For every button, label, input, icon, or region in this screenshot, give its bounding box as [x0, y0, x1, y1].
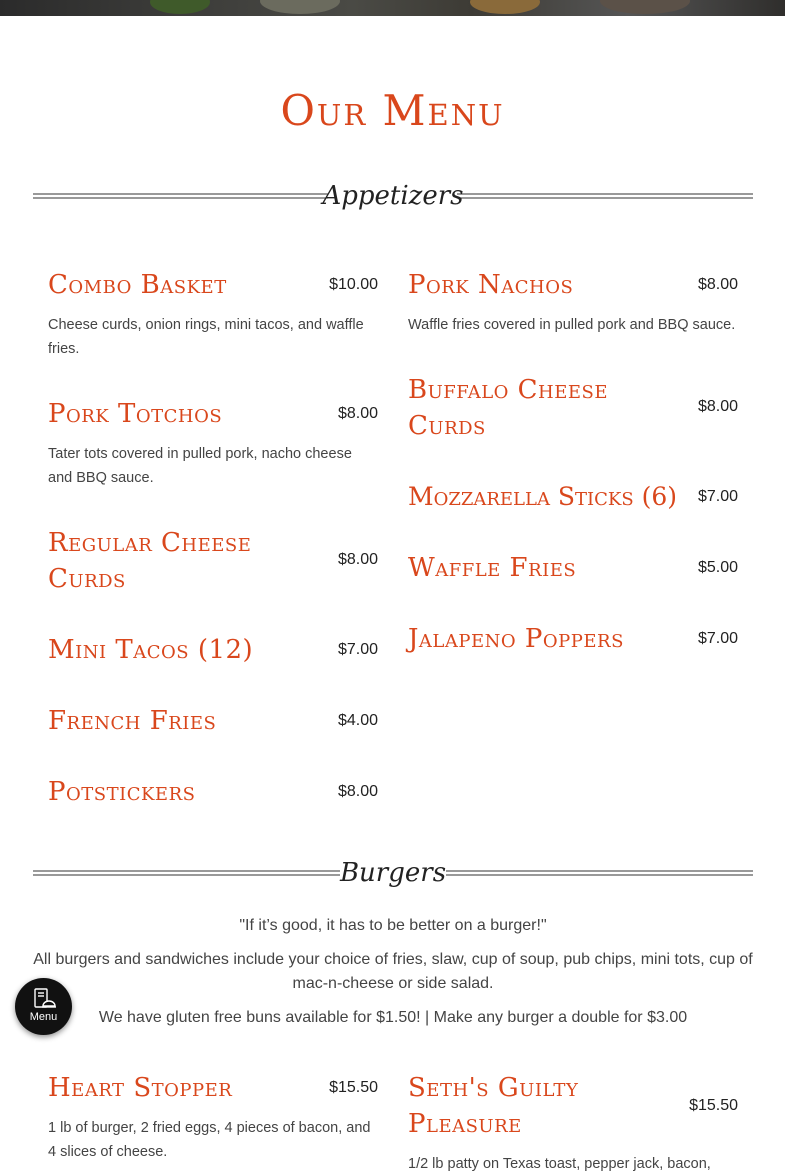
item-price: $8.00: [337, 551, 378, 568]
menu-button[interactable]: [15, 978, 72, 1035]
menu-item: [48, 774, 378, 810]
item-price: $7.00: [697, 488, 738, 505]
item-name: Potstickers: [48, 777, 196, 807]
menu-item: [48, 267, 378, 367]
item-name: Mini Tacos (12): [48, 635, 254, 665]
burger-quote: "If it’s good, it has to be better on a burger!": [239, 917, 547, 934]
item-price: $8.00: [337, 405, 378, 422]
item-name: Pork Totchos: [48, 399, 223, 429]
burger-gluten-note: We have gluten free buns available for $1.50! | Make any burger a double for $3.00: [98, 1009, 688, 1026]
item-name: Heart Stopper: [48, 1073, 233, 1103]
item-description: Cheese curds, onion rings, mini tacos, and waffle fries.: [48, 317, 364, 357]
menu-item: [408, 372, 738, 444]
item-description: 1 lb of burger, 2 fried eggs, 4 pieces of bacon, and 4 slices of cheese.: [48, 1120, 371, 1160]
item-price: $8.00: [337, 783, 378, 800]
item-price: $5.00: [697, 559, 738, 576]
item-price: $8.00: [697, 276, 738, 293]
item-name: Buffalo Cheese Curds: [408, 375, 609, 441]
item-description: 1/2 lb patty on Texas toast, pepper jack, bacon,: [408, 1156, 711, 1171]
menu-item: [48, 1070, 378, 1170]
item-price: $10.00: [329, 276, 378, 293]
section-title-burgers: Burgers: [339, 858, 447, 888]
item-price: $15.50: [689, 1097, 738, 1114]
item-name: Jalapeno Poppers: [408, 624, 624, 654]
item-price: $7.00: [337, 641, 378, 658]
menu-item: [408, 550, 738, 586]
hero-image-strip: [0, 0, 785, 16]
item-price: $15.50: [329, 1079, 378, 1096]
item-description: Waffle fries covered in pulled pork and BBQ sauce.: [408, 317, 736, 333]
item-name: Regular Cheese Curds: [48, 528, 252, 594]
menu-item: [408, 479, 738, 515]
item-price: $4.00: [337, 712, 378, 729]
item-name: Pork Nachos: [408, 270, 574, 300]
item-name: Waffle Fries: [408, 553, 577, 583]
menu-item: [48, 525, 378, 597]
item-name: Combo Basket: [48, 270, 227, 300]
menu-item: [408, 621, 738, 657]
item-price: $7.00: [697, 630, 738, 647]
menu-button-label: Menu: [29, 1011, 58, 1023]
section-header-burgers: [33, 853, 753, 893]
menu-item: [48, 703, 378, 739]
section-title-appetizers: Appetizers: [322, 181, 464, 211]
item-name: Mozzarella Sticks (6): [408, 482, 678, 511]
section-header-appetizers: [33, 176, 753, 216]
menu-item: [48, 396, 378, 496]
burger-sides-note: All burgers and sandwiches include your choice of fries, slaw, cup of soup, pub chips, mini tots, cup of mac-n-cheese or side salad.: [33, 951, 753, 992]
menu-item: [408, 1070, 738, 1171]
menu-book-icon: [32, 987, 56, 1011]
item-name: French Fries: [48, 706, 217, 736]
menu-item: [408, 267, 738, 347]
page-title: Our Menu: [280, 86, 505, 135]
item-name: Seth's Guilty Pleasure: [408, 1073, 579, 1139]
menu-item: [48, 632, 378, 668]
item-description: Tater tots covered in pulled pork, nacho cheese and BBQ sauce.: [48, 446, 352, 486]
item-price: $8.00: [697, 398, 738, 415]
